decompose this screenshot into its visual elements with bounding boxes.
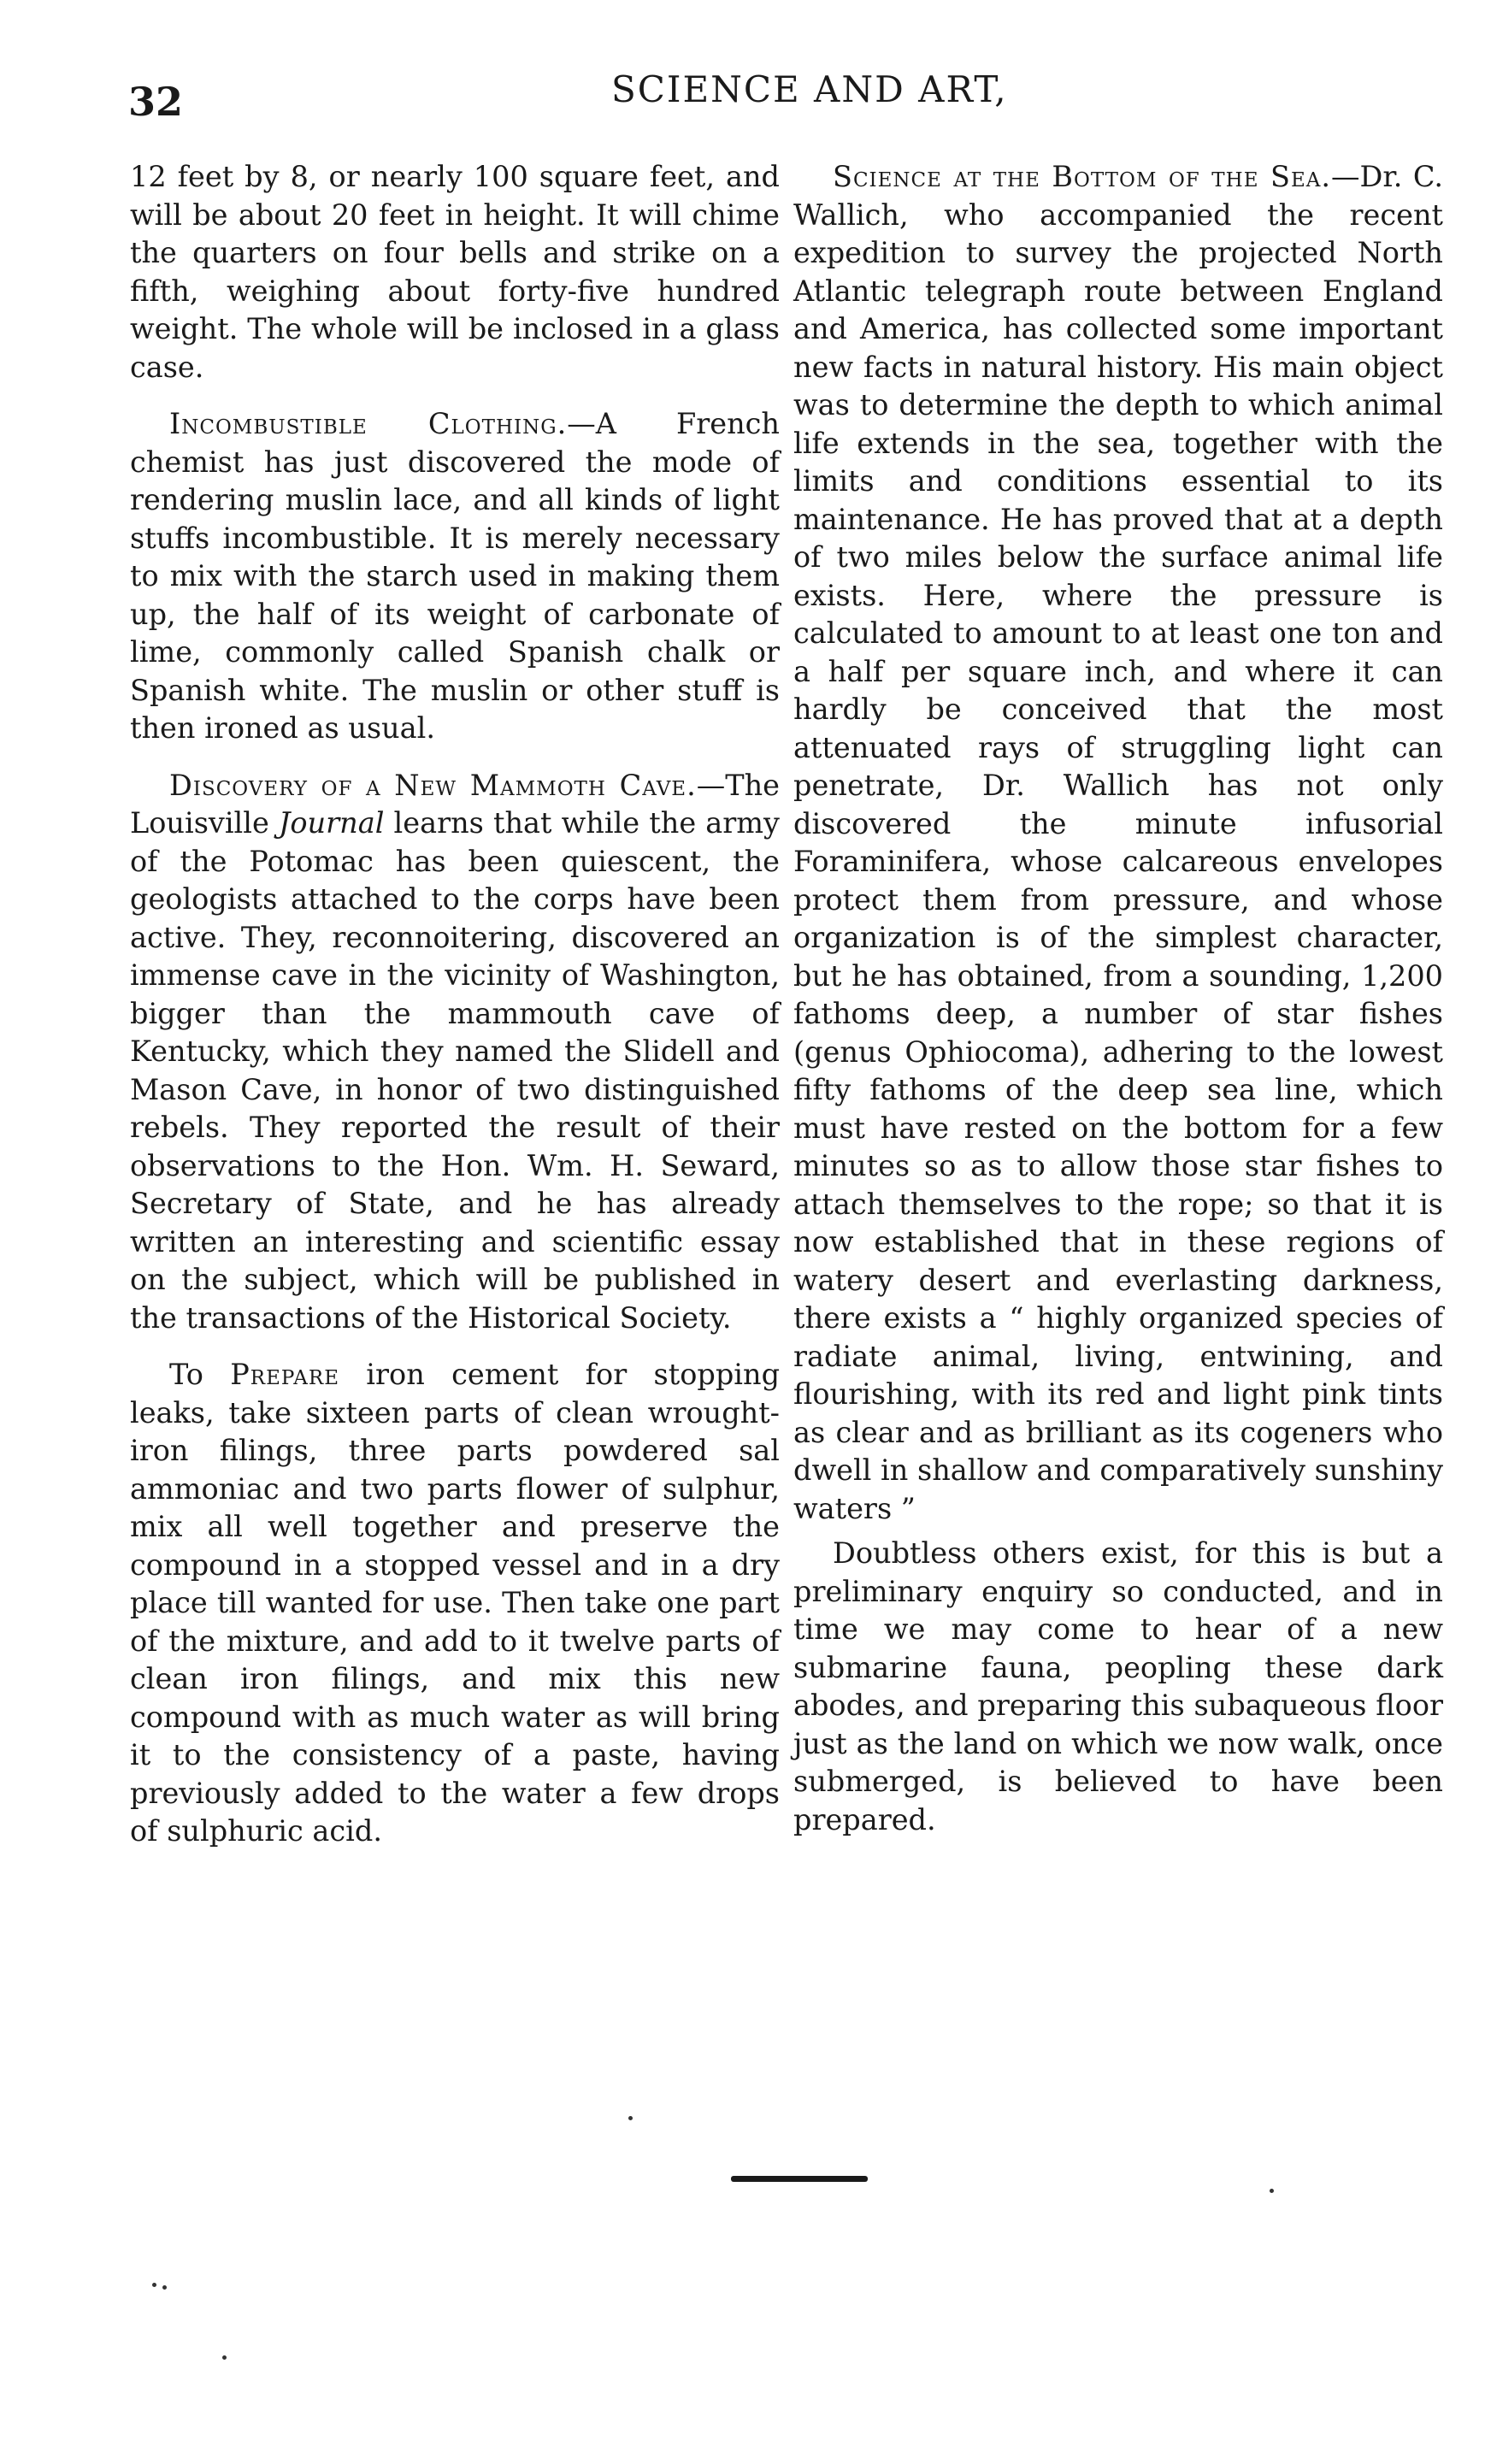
print-speck: [152, 2283, 156, 2287]
journal-italic: Journal: [278, 806, 385, 840]
running-head: SCIENCE AND ART,: [611, 68, 1008, 110]
left-paragraph-2: [130, 405, 780, 748]
incombustible-clothing-body: —A French chemist has just discovered the mode of rendering muslin lace, and all kinds of light stuffs incombustible. It is merely necessary to mix with the starch used in making them up, the half of its weight of carbonate of lime, commonly called Spanish chalk or Spanish white. The muslin or other stuff is then ironed as usual.: [130, 407, 780, 745]
print-speck: [1270, 2189, 1274, 2193]
left-paragraph-1: 12 feet by 8, or nearly 100 square feet, and will be about 20 feet in height. It will chime the quarters on four bells and strike on a fifth, weighing about forty-five hundred weight. The whole will be inclosed in a glass case.: [130, 160, 780, 384]
section-end-rule: [731, 2176, 868, 2182]
iron-cement-body: iron cement for stopping leaks, take sixteen parts of clean wrought-iron filings, three parts powdered sal ammoniac and two parts flower of sulphur, mix all well together and preserve the compound in a stopped vessel and in a dry place till wanted for use. Then take one part of the mixture, and add to it twelve parts of clean iron filings, and mix this new compound with as much water as will bring it to the consistency of a paste, having previously added to the water a few drops of sulphuric acid.: [130, 1358, 781, 1848]
right-paragraph-2: Doubtless others exist, for this is but a preliminary enquiry so conducted, and in time we may come to hear of a new submarine fauna, peopling these dark abodes, and preparing this subaqueous floor just as the land on which we now walk, once submerged, is believed to have been prepared.: [793, 1536, 1443, 1836]
right-column: [793, 158, 1443, 1839]
right-paragraph-1: [793, 158, 1443, 1528]
mammoth-cave-heading: Discovery of a New Mammoth Cave.: [169, 768, 697, 802]
science-bottom-sea-body: —Dr. C. Wallich, who accompanied the recent expedition to survey the projected North Atlantic telegraph route between England and America, has collected some important new facts in natural history. His main object was to determine the depth to which animal life extends in the sea, together with the limits and conditions essential to its maintenance. He has proved that at a depth of two miles below the surface animal life exists. Here, where the pressure is calculated to amount to at least one ton and a half per square inch, and where it can hardly be conceived that the most attenuated rays of struggling light can penetrate, Dr. Wallich has not only discovered the minute infusorial Foraminifera, whose calcareous envelopes protect them from pressure, and whose organization is of the simplest character, but he has obtained, from a sounding, 1,200 fathoms deep, a number of star fishes (genus Ophiocoma), adhering to the lowest fifty fathoms of the deep sea line, which must have rested on the bottom for a few minutes so as to allow those star fishes to attach themselves to the rope; so that it is now established that in these regions of watery desert and everlasting darkness, there exists a “ highly organized species of radiate animal, living, entwining, and flourishing, with its red and light pink tints as clear and as brilliant as its cogeners who dwell in shallow and comparatively sunshiny waters ”: [793, 160, 1443, 1525]
left-column: [130, 158, 780, 1851]
iron-cement-heading: Prepare: [230, 1358, 339, 1391]
mammoth-cave-pre: —The Louisville: [130, 768, 780, 840]
print-speck: [628, 2116, 633, 2120]
print-speck: [162, 2285, 167, 2290]
left-paragraph-3: [130, 767, 780, 1338]
science-bottom-sea-heading: Science at the Bottom of the Sea.: [833, 160, 1332, 193]
print-speck: [222, 2355, 227, 2360]
iron-cement-lead: To: [169, 1358, 231, 1391]
mammoth-cave-body: learns that while the army of the Potomac has been quiescent, the geologists attached to the corps have been active. They, reconnoitering, discovered an immense cave in the vicinity of Washington, bigger than the mammouth cave of Kentucky, which they named the Slidell and Mason Cave, in honor of two distinguished rebels. They reported the result of their observations to the Hon. Wm. H. Seward, Secretary of State, and he has already written an interesting and scientific essay on the subject, which will be published in the transactions of the Historical Society.: [130, 806, 780, 1335]
incombustible-clothing-heading: Incombustible Clothing.: [169, 407, 568, 440]
page-number: 32: [128, 79, 184, 125]
left-paragraph-4: [130, 1356, 780, 1851]
